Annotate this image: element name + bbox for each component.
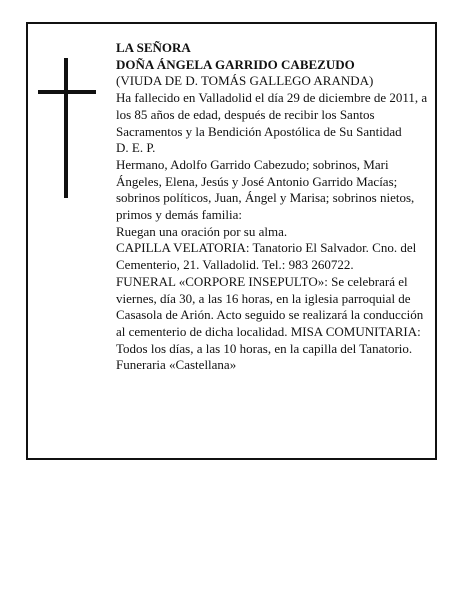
chapel-info: CAPILLA VELATORIA: Tanatorio El Salvador. Cno. del Cementerio, 21. Valladolid. Tel.: 983 260722. — [116, 240, 417, 273]
widow-line: (VIUDA DE D. TOMÁS GALLEGO ARANDA) — [116, 73, 374, 89]
deceased-name: DOÑA ÁNGELA GARRIDO CABEZUDO — [116, 56, 355, 72]
funeral-info: FUNERAL «CORPORE INSEPULTO»: Se celebrará el viernes, día 30, a las 16 horas, en la iglesia parroquial de Casasola de Arión. Acto seguido se realizará la conducción al cementerio de dicha localidad. MISA COMUNITARIA: Todos los días, a las 10 horas, en la capilla del Tanatorio. — [116, 273, 424, 356]
obituary-text — [116, 40, 434, 374]
rip-line: D. E. P. — [116, 140, 156, 156]
cross-vertical-bar — [64, 58, 68, 198]
cross-horizontal-bar — [38, 90, 96, 94]
funeral-home: Funeraria «Castellana» — [116, 357, 237, 373]
obituary-heading: LA SEÑORA — [116, 40, 191, 55]
death-announcement: Ha fallecido en Valladolid el día 29 de diciembre de 2011, a los 85 años de edad, después de recibir los Santos Sacramentos y la Bendición Apostólica de Su Santidad — [116, 90, 428, 139]
obituary-notice — [26, 22, 437, 460]
latin-cross-icon — [38, 58, 96, 198]
prayer-request: Ruegan una oración por su alma. — [116, 223, 288, 239]
family-list: Hermano, Adolfo Garrido Cabezudo; sobrinos, Mari Ángeles, Elena, Jesús y José Antonio Garrido Macías; sobrinos políticos, Juan, Ángel y Marisa; sobrinos nietos, primos y demás familia: — [116, 156, 415, 223]
